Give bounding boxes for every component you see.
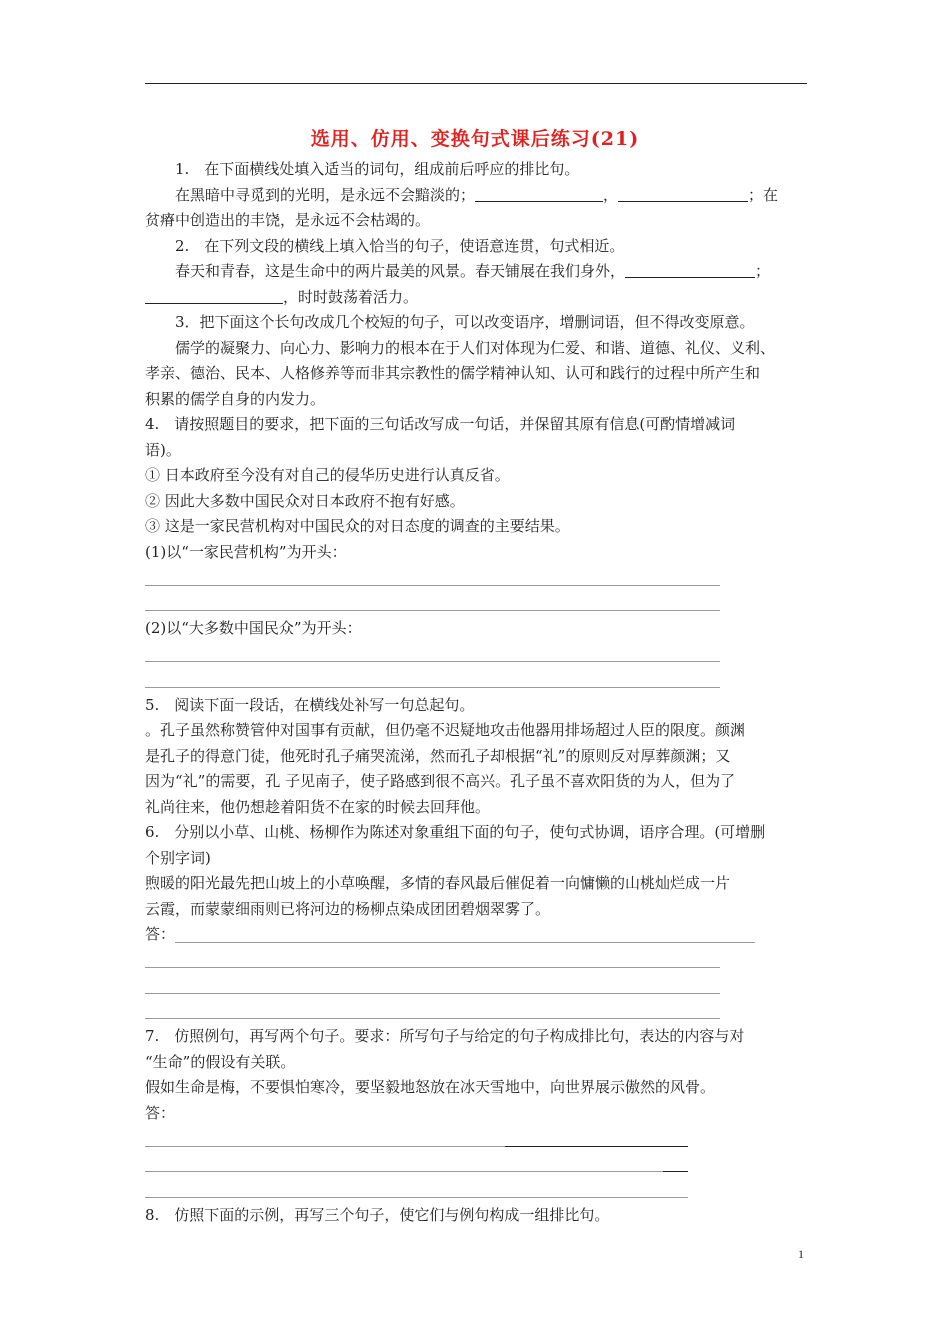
q4-sub1-label: (1)以“一家民营机构”为开头： xyxy=(145,542,347,561)
q6-prompt-cont: 个别字词) xyxy=(145,848,211,867)
q4-answer-line[interactable] xyxy=(145,591,807,617)
q5-line: 。孔子虽然称赞管仲对国事有贡献，但仍毫不迟疑地攻击他器用排场超过人臣的限度。颜渊 xyxy=(145,721,746,739)
q8-prompt: 8. 仿照下面的示例，再写三个句子，使它们与例句构成一组排比句。 xyxy=(145,1205,610,1224)
q7-prompt-cont: “生命”的假设有关联。 xyxy=(145,1052,296,1071)
q7-prompt: 7. 仿照例句，再写两个句子。要求：所写句子与给定的句子构成排比句，表达的内容与对 xyxy=(145,1027,745,1045)
q7-answer-line[interactable] xyxy=(145,1126,807,1152)
q5-prompt: 5. 阅读下面一段话，在横线处补写一句总起句。 xyxy=(145,695,475,714)
q1-prompt: 1. 在下面横线处填入适当的词句，组成前后呼应的排比句。 xyxy=(175,160,580,178)
q1-blank-1[interactable] xyxy=(475,185,603,202)
exercise-content xyxy=(145,157,807,1228)
q4-item: ③ 这是一家民营机构对中国民众的对日态度的调查的主要结果。 xyxy=(145,517,570,535)
q5-line: 是孔子的得意门徒，他死时孔子痛哭流涕，然而孔子却根据“礼”的原则反对厚葬颜渊；又 xyxy=(145,746,731,765)
q5-line: 礼尚往来，他仍想趁着阳货不在家的时候去回拜他。 xyxy=(145,797,491,816)
q4-answer-line[interactable] xyxy=(145,667,807,693)
q3-prompt: 3．把下面这个长句改成几个校短的句子，可以改变语序，增删词语，但不得改变原意。 xyxy=(175,313,755,331)
q2-prompt: 2. 在下列文段的横线上填入恰当的句子，使语意连贯，句式相近。 xyxy=(175,236,625,255)
q5-line: 因为“礼”的需要，孔 子见南子，使子路感到很不高兴。孔子虽不喜欢阳货的为人，但为了 xyxy=(145,772,736,790)
header-rule xyxy=(145,83,807,84)
q6-answer-line[interactable] xyxy=(145,973,807,999)
q4-item: ① 日本政府至今没有对自己的侵华历史进行认真反省。 xyxy=(145,466,510,484)
page-title: 选用、仿用、变换句式课后练习(21) xyxy=(310,128,640,150)
q7-answer-line[interactable] xyxy=(145,1152,807,1178)
q2-blank-2[interactable] xyxy=(145,287,283,304)
q3-line: 儒学的凝聚力、向心力、影响力的根本在于人们对体现为仁爱、和谐、道德、礼仪、义利、 xyxy=(175,338,776,357)
q6-text: 云霞，而蒙蒙细雨则已将河边的杨柳点染成团团碧烟翠雾了。 xyxy=(145,899,551,918)
q7-answer-underline xyxy=(663,1171,688,1172)
q4-answer-line[interactable] xyxy=(145,565,807,591)
q2-text: 春天和青春，这是生命中的两片最美的风景。春天铺展在我们身外， ； xyxy=(175,262,771,280)
q3-line: 孝亲、德治、民本、人格修养等而非其宗教性的儒学精神认知、认可和践行的过程中所产生和 xyxy=(145,364,761,382)
q1-text-cont: 贫瘠中创造出的丰饶，是永远不会枯竭的。 xyxy=(145,211,431,229)
q6-answer-line[interactable] xyxy=(145,999,807,1025)
q7-answer-line[interactable] xyxy=(145,1177,807,1203)
q2-text-cont: ，时时鼓荡着活力。 xyxy=(145,285,807,311)
q1-blank-2[interactable] xyxy=(618,185,748,202)
q6-prompt: 6. 分别以小草、山桃、杨柳作为陈述对象重组下面的句子，使句式协调，语序合理。(可增删 xyxy=(145,823,766,841)
q4-answer-line[interactable] xyxy=(145,642,807,668)
q6-answer-label[interactable]: 答： xyxy=(145,922,807,948)
q4-prompt-cont: 语)。 xyxy=(145,440,181,459)
q4-item: ② 因此大多数中国民众对日本政府不抱有好感。 xyxy=(145,491,465,510)
q7-answer-underline xyxy=(505,1146,688,1147)
q3-line: 积累的儒学自身的内发力。 xyxy=(145,389,326,408)
q1-text: 在黑暗中寻觅到的光明，是永远不会黯淡的； ， ；在 xyxy=(175,185,779,204)
q2-blank-1[interactable] xyxy=(625,261,755,278)
q7-example: 假如生命是梅，不要惧怕寒冷，要坚毅地怒放在冰天雪地中，向世界展示傲然的风骨。 xyxy=(145,1078,716,1096)
q4-prompt: 4. 请按照题目的要求，把下面的三句话改写成一句话，并保留其原有信息(可酌情增减词 xyxy=(145,415,736,433)
q6-text: 煦暖的阳光最先把山坡上的小草唤醒，多情的春风最后催促着一向慵懒的山桃灿烂成一片 xyxy=(145,874,731,892)
page-number: 1 xyxy=(798,1247,804,1261)
q7-answer-label: 答： xyxy=(145,1103,176,1122)
q4-sub2-label: (2)以“大多数中国民众”为开头： xyxy=(145,619,362,637)
q6-answer-line[interactable] xyxy=(145,948,807,974)
